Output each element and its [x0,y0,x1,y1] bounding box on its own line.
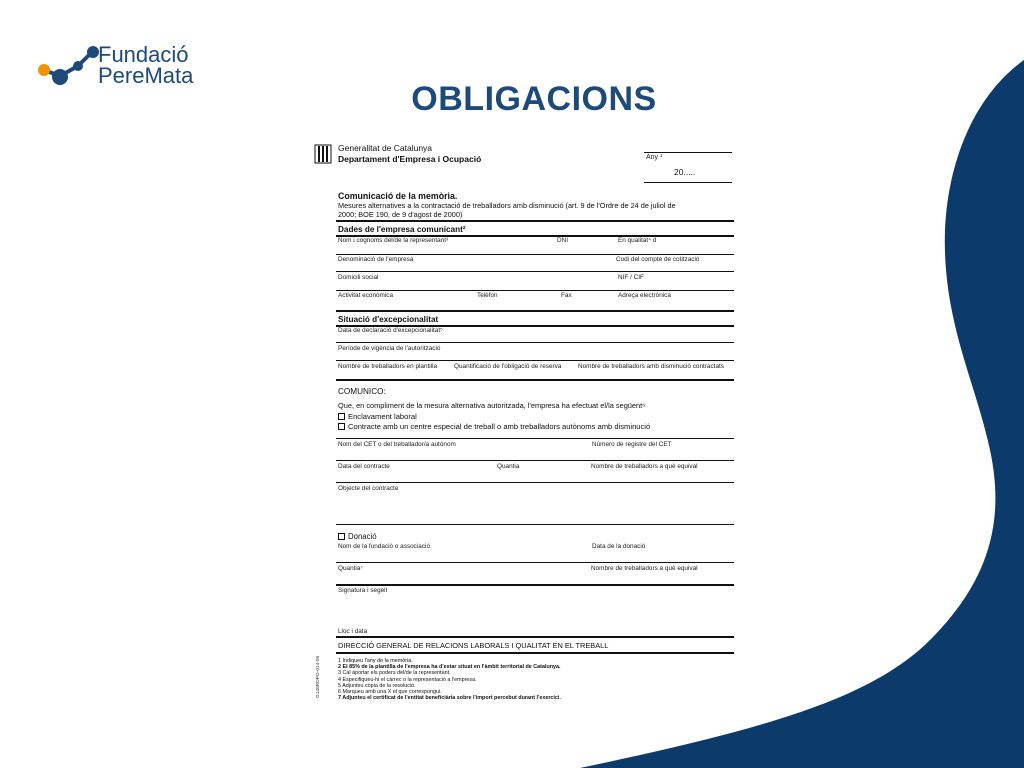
field-periode: Període de vigència de l'autorització [338,345,441,352]
section-excepcionalitat: Situació d'excepcionalitat [338,315,439,324]
divider [336,584,734,586]
direccio-general: DIRECCIÓ GENERAL DE RELACIONS LABORALS I QUALITAT EN EL TREBALL [338,641,609,650]
footnotes [338,658,561,701]
field-data-donacio: Data de la donació [592,543,646,550]
checkbox-enclavament[interactable] [338,413,345,420]
checkbox-donacio[interactable] [338,533,345,540]
option-contracte [338,422,650,431]
field-quantia: Quantia [497,463,520,470]
field-quantificacio: Quantificació de l'obligació de reserva [454,363,562,370]
comunico-label: COMUNICO: [338,387,386,396]
option-donacio [338,532,377,541]
form-subheading-2: 2000; BOE 190, de 9 d'agost de 2000) [338,210,463,219]
divider [336,524,734,525]
field-nombre-equival: Nombre de treballadors a què equival [591,463,698,470]
divider [336,342,734,343]
gov-line-2: Departament d'Empresa i Ocupació [338,154,482,164]
divider [336,562,734,563]
any-value: 20..... [674,167,696,177]
logo-line-1: Fundació [98,42,189,67]
divider [336,636,734,638]
field-nombre-equival-donacio: Nombre de treballadors a què equival [591,565,698,572]
field-registre-cet: Número de registre del CET [592,441,672,448]
divider [336,360,734,361]
option-contracte-label: Contracte amb un centre especial de treball o amb treballadors autònoms amb disminució [348,422,651,431]
divider [336,460,734,461]
form-subheading-1: Mesures alternatives a la contractació de treballadors amb disminució (art. 9 de l'Ordre de 24 de juliol de [338,201,676,210]
field-dni: DNI [557,237,569,244]
divider [336,652,734,654]
divider [336,220,734,222]
field-data-contracte: Data del contracte [338,463,390,470]
side-code: G146RDPO-014-05 [316,655,321,698]
footnote-5: 5 Adjunteu còpia de la resolució. [338,682,416,689]
field-domicili: Domicili social [338,274,379,281]
que-text: Que, en compliment de la mesura alternativa autoritzada, l'empresa ha efectuat el/la següent⁶ [338,401,646,410]
footnote-7: 7 Adjunteu el certificat de l'entitat beneficiària sobre l'import percebut durant l'exercici. [338,695,561,702]
section-empresa: Dades de l'empresa comunicant² [338,225,466,234]
page-title: OBLIGACIONS [411,80,657,118]
form-document [304,138,752,712]
divider [336,379,734,381]
field-adreca: Adreça electrònica [618,292,671,299]
divider [336,271,734,272]
field-nombre-plantilla: Nombre de treballadors en plantilla [338,363,438,370]
field-nom-cet: Nom del CET o del treballador/a autònom [338,441,456,448]
divider [336,310,734,312]
divider [644,152,732,153]
option-enclavament [338,412,417,421]
footnote-3: 3 Cal aportar els poders del/de la representant. [338,670,451,677]
divider [336,290,734,291]
field-codi-compte: Codi del compte de cotització [616,256,700,263]
field-quantia-donacio: Quantia⁷ [338,565,363,572]
checkbox-contracte[interactable] [338,423,345,430]
field-activitat: Activitat econòmica [338,292,394,299]
option-donacio-label: Donació [348,532,377,541]
form-heading: Comunicació de la memòria. [338,191,458,201]
field-fax: Fax [561,292,572,299]
field-nom-representant: Nom i cognoms del/de la representant³ [338,237,449,244]
gov-line-1: Generalitat de Catalunya [338,143,433,153]
logo-line-2: PereMata [98,63,194,88]
divider [336,438,734,439]
footnote-4: 4 Especifiqueu-hi el càrrec o la representació a l'empresa. [338,676,477,683]
option-enclavament-label: Enclavament laboral [348,412,417,421]
field-telefon: Telèfon [477,292,498,299]
field-qualitat: En qualitat⁴ d [618,237,657,244]
footnote-2: 2 El 85% de la plantilla de l'empresa ha d'estar situat en l'àmbit territorial de Catalunya. [338,664,561,671]
field-data-declaracio: Data de declaració d'excepcionalitat⁵ [338,327,443,334]
divider [336,482,734,483]
field-denominacio: Denominació de l'empresa [338,256,414,263]
field-lloc-data: Lloc i data [338,628,368,635]
field-nif: NIF / CIF [618,274,644,281]
generalitat-emblem-icon [314,144,332,164]
field-fundacio: Nom de la fundació o associació [338,543,431,550]
divider [644,182,732,183]
footnote-1: 1 Indiqueu l'any de la memòria. [338,658,413,664]
field-objecte: Objecte del contracte [338,485,399,492]
field-nombre-disminucio: Nombre de treballadors amb disminució contractats [578,363,724,370]
field-signatura: Signatura i segell [338,587,388,594]
divider [336,254,734,255]
any-label: Any ¹ [646,154,663,161]
footnote-6: 6 Marqueu amb una X el que correspongui. [338,689,442,696]
